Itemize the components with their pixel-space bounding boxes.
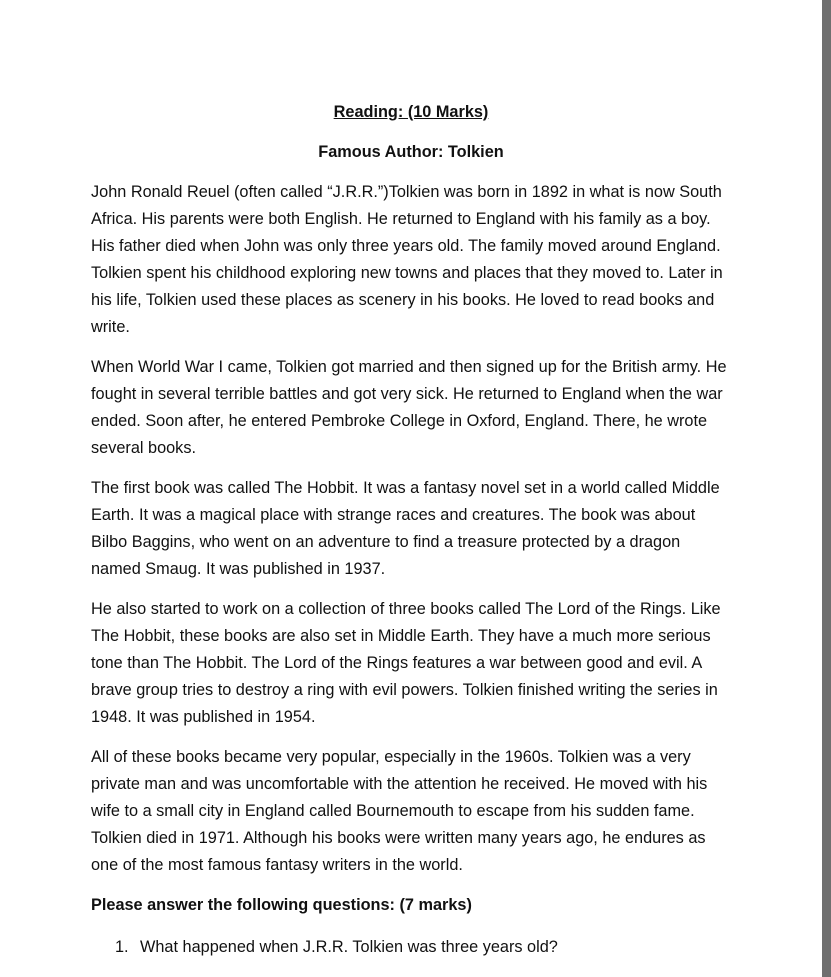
question-text: What happened when J.R.R. Tolkien was three years old? xyxy=(140,938,558,956)
paragraph-1: John Ronald Reuel (often called “J.R.R.”)Tolkien was born in 1892 in what is now South Africa. His parents were both English. He returned to England with his family as a boy. His father died when John was only three years old. The family moved around England. Tolkien spent his childhood exploring new towns and places that they moved to. Later in his life, Tolkien used these places as scenery in his books. He loved to read books and write. xyxy=(91,183,723,336)
questions-heading: Please answer the following questions: (7 marks) xyxy=(91,896,472,914)
questions-list xyxy=(91,934,731,961)
paragraph-2: When World War I came, Tolkien got married and then signed up for the British army. He fought in several terrible battles and got very sick. He returned to England when the war ended. Soon after, he entered Pembroke College in Oxford, England. There, he wrote several books. xyxy=(91,358,727,457)
document-content xyxy=(91,99,731,961)
question-number: 1. xyxy=(115,938,129,956)
question-item xyxy=(91,934,731,961)
page-edge-divider xyxy=(822,0,831,977)
paragraph-3: The first book was called The Hobbit. It was a fantasy novel set in a world called Middle Earth. It was a magical place with strange races and creatures. The book was about Bilbo Baggins, who went on an adventure to find a treasure protected by a dragon named Smaug. It was published in 1937. xyxy=(91,479,720,578)
page-title: Reading: (10 Marks) xyxy=(333,103,489,121)
page-subtitle: Famous Author: Tolkien xyxy=(318,143,504,161)
paragraph-5: All of these books became very popular, especially in the 1960s. Tolkien was a very private man and was uncomfortable with the attention he received. He moved with his wife to a small city in England called Bournemouth to escape from his sudden fame. Tolkien died in 1971. Although his books were written many years ago, he endures as one of the most famous fantasy writers in the world. xyxy=(91,748,708,874)
paragraph-4: He also started to work on a collection of three books called The Lord of the Rings. Like The Hobbit, these books are also set in Middle Earth. They have a much more serious tone than The Hobbit. The Lord of the Rings features a war between good and evil. A brave group tries to destroy a ring with evil powers. Tolkien finished writing the series in 1948. It was published in 1954. xyxy=(91,600,721,726)
